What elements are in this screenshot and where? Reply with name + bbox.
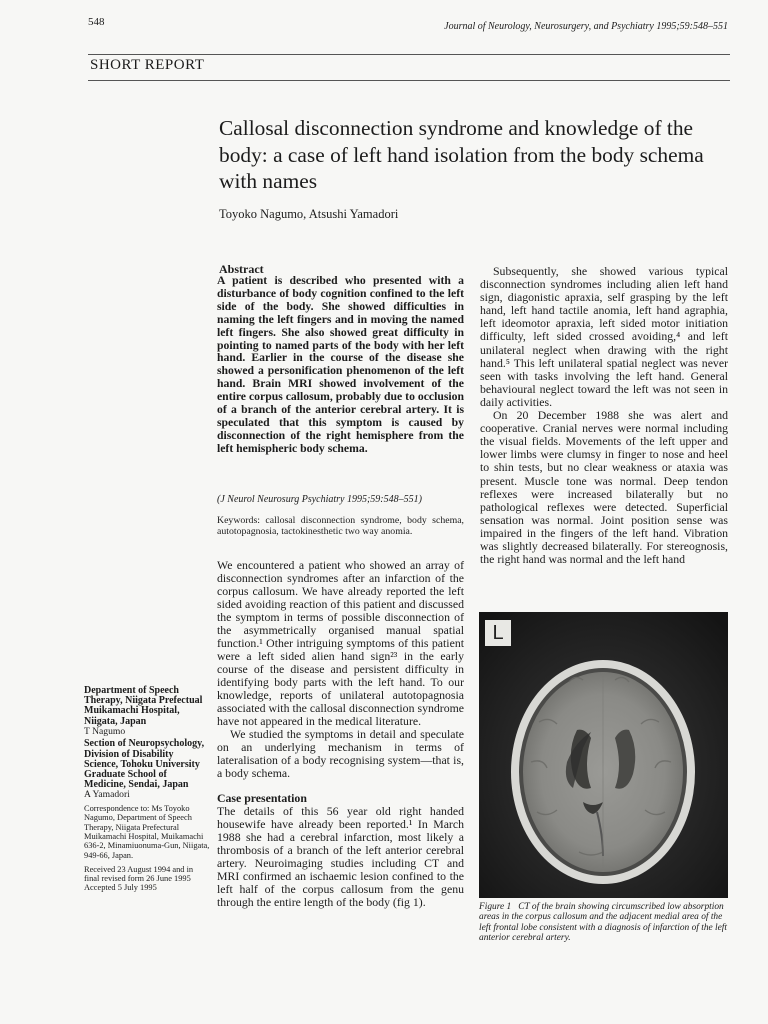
- figure-caption: [479, 902, 728, 944]
- case-heading: Case presentation: [217, 791, 307, 805]
- header-divider: [88, 54, 730, 55]
- ct-scan-image: [479, 612, 728, 898]
- section-label: SHORT REPORT: [90, 57, 205, 73]
- affiliation-2-person: A Yamadori: [84, 789, 130, 801]
- affiliations: [84, 686, 210, 893]
- abstract-text: A patient is described who presented with a disturbance of body cognition confined to the left side of the body. She showed difficulties in naming the left fingers and in moving the named left fingers. She also showed great difficulty in pointing to named parts of the body with her left hand. Earlier in the course of the disease she showed a personification phenomenon of the left hand. Brain MRI showed involvement of the entire corpus callosum, probably due to occlusion of a branch of the anterior cerebral artery. It is speculated that this symptom is caused by disconnection of the right hemisphere from the left hemispheric body schema.: [217, 274, 464, 455]
- abstract-heading: Abstract: [219, 262, 264, 276]
- figure-caption-label: Figure 1: [479, 902, 512, 912]
- section-divider: [88, 80, 730, 81]
- intro-paragraph-2: We studied the symptoms in detail and speculate on an underlying mechanism in terms of lateralisation of a body recognising system—that is, a body schema.: [217, 727, 464, 780]
- body-left-column: [217, 559, 464, 909]
- affiliation-1-person: T Nagumo: [84, 725, 126, 737]
- keywords: Keywords: callosal disconnection syndrome, body schema, autotopagnosia, tactokinesthetic two way anomia.: [217, 515, 464, 537]
- article-authors: Toyoko Nagumo, Atsushi Yamadori: [219, 207, 399, 221]
- citation: (J Neurol Neurosurg Psychiatry 1995;59:548–551): [217, 494, 422, 505]
- body-right-column: [480, 265, 728, 566]
- ct-brain-figure: [479, 612, 728, 898]
- case-paragraph-1: The details of this 56 year old right handed housewife have already been reported.¹ In March 1988 she had a cerebral infarction, most likely a thrombosis of a branch of the left anterior cerebral artery. Neuroimaging studies including CT and MRI confirmed an ischaemic lesion confined to the left half of the corpus callosum from the genu through the entire length of the body (fig 1).: [217, 804, 464, 909]
- received-dates: Received 23 August 1994 and in final revised form 26 June 1995 Accepted 5 July 1995: [84, 864, 194, 893]
- journal-reference: Journal of Neurology, Neurosurgery, and Psychiatry 1995;59:548–551: [444, 21, 728, 32]
- intro-paragraph-1: We encountered a patient who showed an array of disconnection syndromes after an infarction of the corpus callosum. We have already reported the left sided avoiding reaction of this patient and discussed the symptom in terms of possible disconnection of the asymmetrically organised manual spatial function.¹ Other intriguing symptoms of this patient were a left sided alien hand sign²³ in the early course of the disease and persistent difficulty in identifying body parts with the left hand. To our knowledge, reports of unilateral autotopagnosia associated with the callosal disconnection syndrome have not appeared in the medical literature.: [217, 558, 464, 728]
- correspondence: Correspondence to: Ms Toyoko Nagumo, Department of Speech Therapy, Niigata Prefectural Muikamachi Hospital, Muikamachi 636-2, Minamiuonuma-Gun, Niigata, 949-66, Japan.: [84, 804, 210, 860]
- affiliation-2: Section of Neuropsychology, Division of Disability Science, Tohoku University Graduate School of Medicine, Sendai, Japan: [84, 738, 205, 791]
- right-paragraph-2: On 20 December 1988 she was alert and cooperative. Cranial nerves were normal including the visual fields. Movements of the left upper and lower limbs were clumsy in finger to nose and heel to shin tests, but no clear weakness or ataxia was present. Muscle tone was normal. Deep tendon reflexes were increased bilaterally but no pathological reflexes were detected. Superficial sensation was normal. Joint position sense was impaired in the fingers of the left hand. Vibration was slightly decreased bilaterally. For stereognosis, the right hand was normal and the left hand: [480, 408, 728, 567]
- page-number: 548: [88, 16, 105, 28]
- affiliation-1: Department of Speech Therapy, Niigata Prefectual Muikamachi Hospital, Niigata, Japan: [84, 685, 203, 727]
- article-title: Callosal disconnection syndrome and knowledge of the body: a case of left hand isolation from the body schema with names: [219, 116, 704, 193]
- figure-caption-text: CT of the brain showing circumscribed low absorption areas in the corpus callosum and the adjacent medial area of the left frontal lobe consistent with a diagnosis of infarction of the left anterior cerebral artery.: [479, 902, 727, 944]
- right-paragraph-1: Subsequently, she showed various typical disconnection syndromes including alien left hand sign, diagonistic apraxia, self grasping by the left hand, left hand tactile anomia, left hand agraphia, left ideomotor apraxia, left sided motor initiation difficulty, left sided crossed avoiding,⁴ and left unilateral neglect when drawing with the right hand.⁵ This left unilateral spatial neglect was never seen with tasks involving the left hand. General behavioural neglect toward the left was not seen in daily activities.: [480, 264, 728, 409]
- side-marker-label: L: [492, 622, 504, 644]
